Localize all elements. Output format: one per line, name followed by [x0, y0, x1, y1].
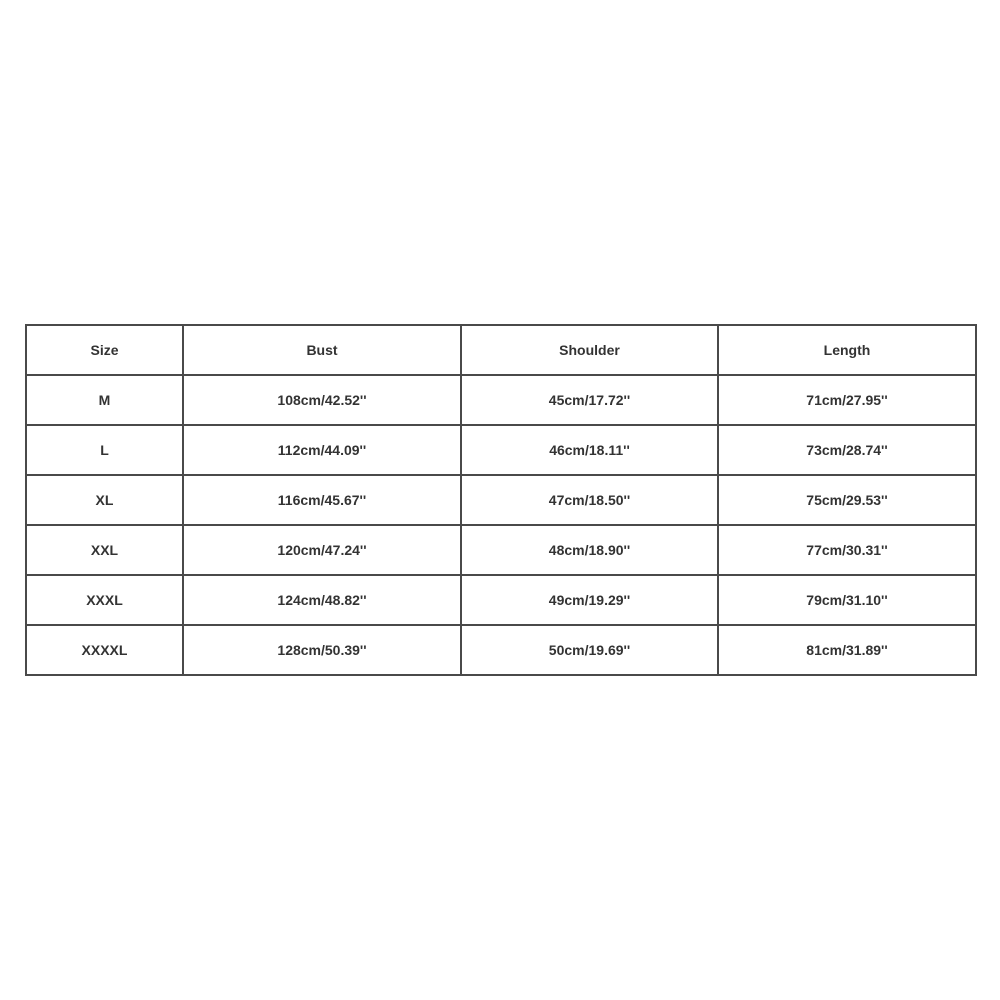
size-cell: XXXL: [26, 575, 183, 625]
header-shoulder: Shoulder: [461, 325, 718, 375]
table-row: [26, 625, 976, 675]
table-row: [26, 375, 976, 425]
length-cell: 81cm/31.89'': [718, 625, 976, 675]
bust-cell: 128cm/50.39'': [183, 625, 461, 675]
shoulder-cell: 50cm/19.69'': [461, 625, 718, 675]
header-bust: Bust: [183, 325, 461, 375]
shoulder-cell: 45cm/17.72'': [461, 375, 718, 425]
size-cell: L: [26, 425, 183, 475]
table-row: [26, 475, 976, 525]
bust-cell: 112cm/44.09'': [183, 425, 461, 475]
length-cell: 75cm/29.53'': [718, 475, 976, 525]
shoulder-cell: 48cm/18.90'': [461, 525, 718, 575]
bust-cell: 124cm/48.82'': [183, 575, 461, 625]
header-size: Size: [26, 325, 183, 375]
shoulder-cell: 47cm/18.50'': [461, 475, 718, 525]
size-cell: XXL: [26, 525, 183, 575]
table-row: [26, 575, 976, 625]
table-header-row: [26, 325, 976, 375]
size-cell: XL: [26, 475, 183, 525]
length-cell: 77cm/30.31'': [718, 525, 976, 575]
bust-cell: 108cm/42.52'': [183, 375, 461, 425]
shoulder-cell: 46cm/18.11'': [461, 425, 718, 475]
table-row: [26, 525, 976, 575]
table-row: [26, 425, 976, 475]
length-cell: 71cm/27.95'': [718, 375, 976, 425]
size-cell: M: [26, 375, 183, 425]
bust-cell: 120cm/47.24'': [183, 525, 461, 575]
size-chart-table: [25, 324, 977, 676]
bust-cell: 116cm/45.67'': [183, 475, 461, 525]
length-cell: 79cm/31.10'': [718, 575, 976, 625]
shoulder-cell: 49cm/19.29'': [461, 575, 718, 625]
size-cell: XXXXL: [26, 625, 183, 675]
header-length: Length: [718, 325, 976, 375]
length-cell: 73cm/28.74'': [718, 425, 976, 475]
